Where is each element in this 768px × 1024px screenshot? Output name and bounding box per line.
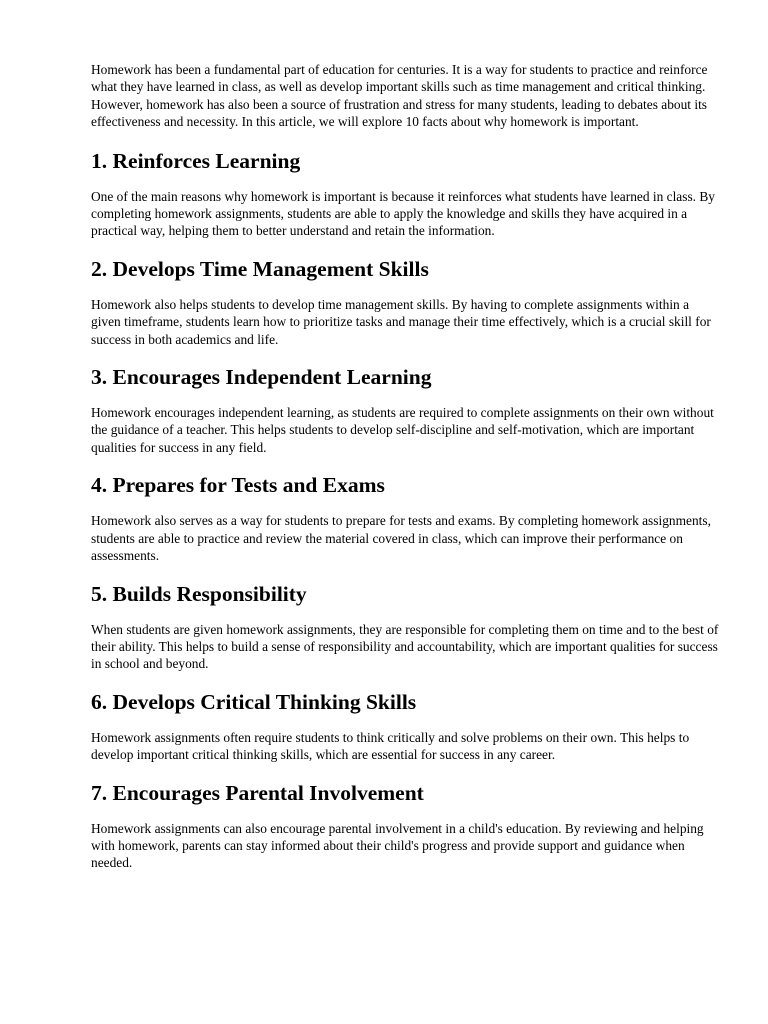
section-body-5: When students are given homework assignments, they are responsible for completing them on time and to the best of their ability. This helps to build a sense of responsibility and accountability, which are important qualities for success in school and beyond. <box>91 621 719 672</box>
section-heading-1: 1. Reinforces Learning <box>91 148 301 173</box>
section-body-6: Homework assignments often require students to think critically and solve problems on their own. This helps to develop important critical thinking skills, which are essential for success in any career. <box>91 729 690 763</box>
section-body-2: Homework also helps students to develop time management skills. By having to complete assignments within a given timeframe, students learn how to prioritize tasks and manage their time effectively, which is a crucial skill for success in both academics and life. <box>91 296 711 347</box>
section-heading-3: 3. Encourages Independent Learning <box>91 365 432 390</box>
section-heading-6: 6. Develops Critical Thinking Skills <box>91 689 417 714</box>
section-heading-5: 5. Builds Responsibility <box>91 581 307 606</box>
document-page <box>91 61 721 888</box>
section-heading-7: 7. Encourages Parental Involvement <box>91 780 424 805</box>
intro-paragraph: Homework has been a fundamental part of education for centuries. It is a way for students to practice and reinforce what they have learned in class, as well as develop important skills such as time management and critical thinking. However, homework has also been a source of frustration and stress for many students, leading to debates about its effectiveness and necessity. In this article, we will explore 10 facts about why homework is important. <box>91 62 708 130</box>
section-body-7: Homework assignments can also encourage parental involvement in a child's education. By reviewing and helping with homework, parents can stay informed about their child's progress and provide support and guidance when needed. <box>91 820 704 871</box>
section-body-3: Homework encourages independent learning, as students are required to complete assignments on their own without the guidance of a teacher. This helps students to develop self-discipline and self-motivation, which are important qualities for success in any field. <box>91 405 714 455</box>
section-body-4: Homework also serves as a way for students to prepare for tests and exams. By completing homework assignments, students are able to practice and review the material covered in class, which can improve their performance on assessments. <box>91 513 711 564</box>
section-body-1: One of the main reasons why homework is important is because it reinforces what students have learned in class. By completing homework assignments, students are able to apply the knowledge and skills they have acquired in a practical way, helping them to better understand and retain the information. <box>91 188 715 239</box>
section-heading-2: 2. Develops Time Management Skills <box>91 256 429 281</box>
section-heading-4: 4. Prepares for Tests and Exams <box>91 473 385 498</box>
